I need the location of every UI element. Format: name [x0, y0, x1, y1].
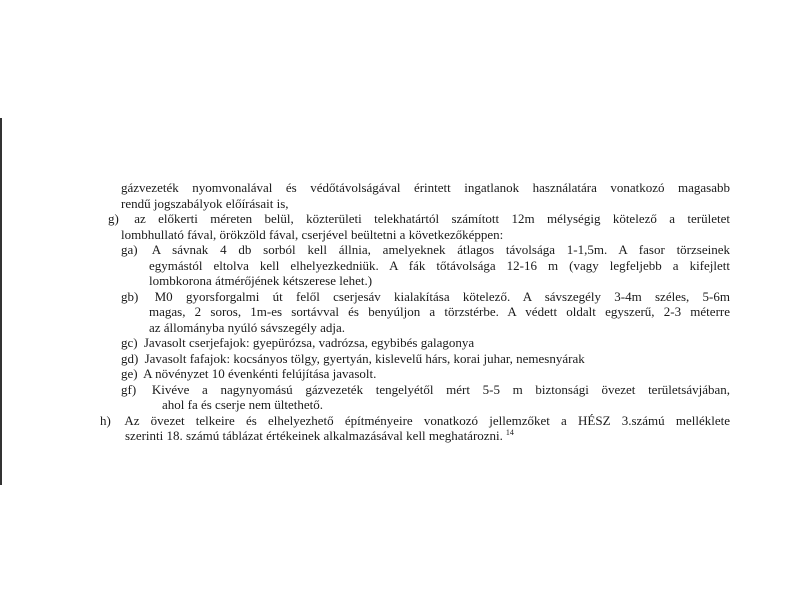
subitem-gf-cont: ahol fa és cserje nem ültethető.: [162, 397, 323, 412]
item-h-text: Az övezet telkeire és elhelyezhető építményeire vonatkozó jellemzőket a HÉSZ 3.számú melléklete: [124, 412, 730, 428]
item-h-cont: [100, 428, 730, 444]
subitem-gc-text: Javasolt cserjefajok: gyepürózsa, vadrózsa, egybibés galagonya: [143, 335, 475, 350]
item-h-label: h): [100, 412, 111, 428]
subitem-ge: [100, 366, 730, 382]
subitem-gf-label: gf): [121, 381, 137, 397]
subitem-gd-text: Javasolt fafajok: kocsányos tölgy, gyertyán, kislevelű hárs, korai juhar, nemesnyárak: [144, 350, 585, 366]
intro-line: rendű jogszabályok előírásait is,: [121, 195, 289, 211]
item-h-cont-text: szerinti 18. számú táblázat értékeinek alkalmazásával kell meghatározni.: [125, 428, 503, 443]
intro-line: gázvezeték nyomvonalával és védőtávolságával érintett ingatlanok használatára vonatkozó magasabb: [121, 180, 730, 195]
subitem-gb-label: gb): [121, 288, 139, 304]
left-edge-rule: [0, 118, 2, 485]
subitem-gb-text: M0 gyorsforgalmi út felől cserjesáv kialakítása kötelező. A sávszegély 3-4m széles, 5-6m: [154, 288, 731, 304]
subitem-ga-cont: lombkorona átmérőjének kétszerese lehet.): [149, 273, 373, 288]
item-g-text: az előkerti méreten belül, közterületi telekhatártól számított 12m mélységig kötelező a területet: [134, 211, 730, 226]
subitem-gb: [100, 289, 730, 305]
footnote-ref[interactable]: 14: [505, 428, 514, 437]
subitem-gb-cont: az állományba nyúló sávszegély adja.: [149, 319, 346, 335]
item-g: [100, 211, 730, 227]
subitem-gb-cont: magas, 2 soros, 1m-es sortávval és benyúljon a törzstérbe. A védett oldalt egyszerű, 2-3 méterre: [149, 304, 730, 319]
subitem-gf: [100, 382, 730, 398]
item-g-label: g): [108, 211, 119, 226]
subitem-ga: [100, 242, 730, 258]
item-h: [100, 413, 730, 429]
subitem-gd: [100, 351, 730, 367]
subitem-ge-text: A növényzet 10 évenkénti felújítása javasolt.: [143, 366, 377, 381]
item-g-cont: lombhullató fával, örökzöld fával, cserjével beültetni a következőképpen:: [121, 226, 504, 242]
subitem-ga-label: ga): [121, 242, 138, 257]
subitem-gc-label: gc): [121, 335, 138, 350]
subitem-gc: [100, 335, 730, 351]
subitem-gf-text: Kivéve a nagynyomású gázvezeték tengelyétől mért 5-5 m biztonsági övezet területsávjában,: [151, 381, 731, 397]
subitem-gd-label: gd): [121, 350, 139, 366]
subitem-ge-label: ge): [121, 366, 138, 381]
subitem-ga-text: A sávnak 4 db sorból kell állnia, amelyeknek átlagos távolsága 1-1,5m. A fasor törzseinek: [151, 242, 730, 257]
document-page: [100, 180, 730, 444]
subitem-ga-cont: egymástól eltolva kell elhelyezkedniük. A fák tőtávolsága 12-16 m (vagy legfeljebb a kifejlett: [149, 257, 730, 273]
